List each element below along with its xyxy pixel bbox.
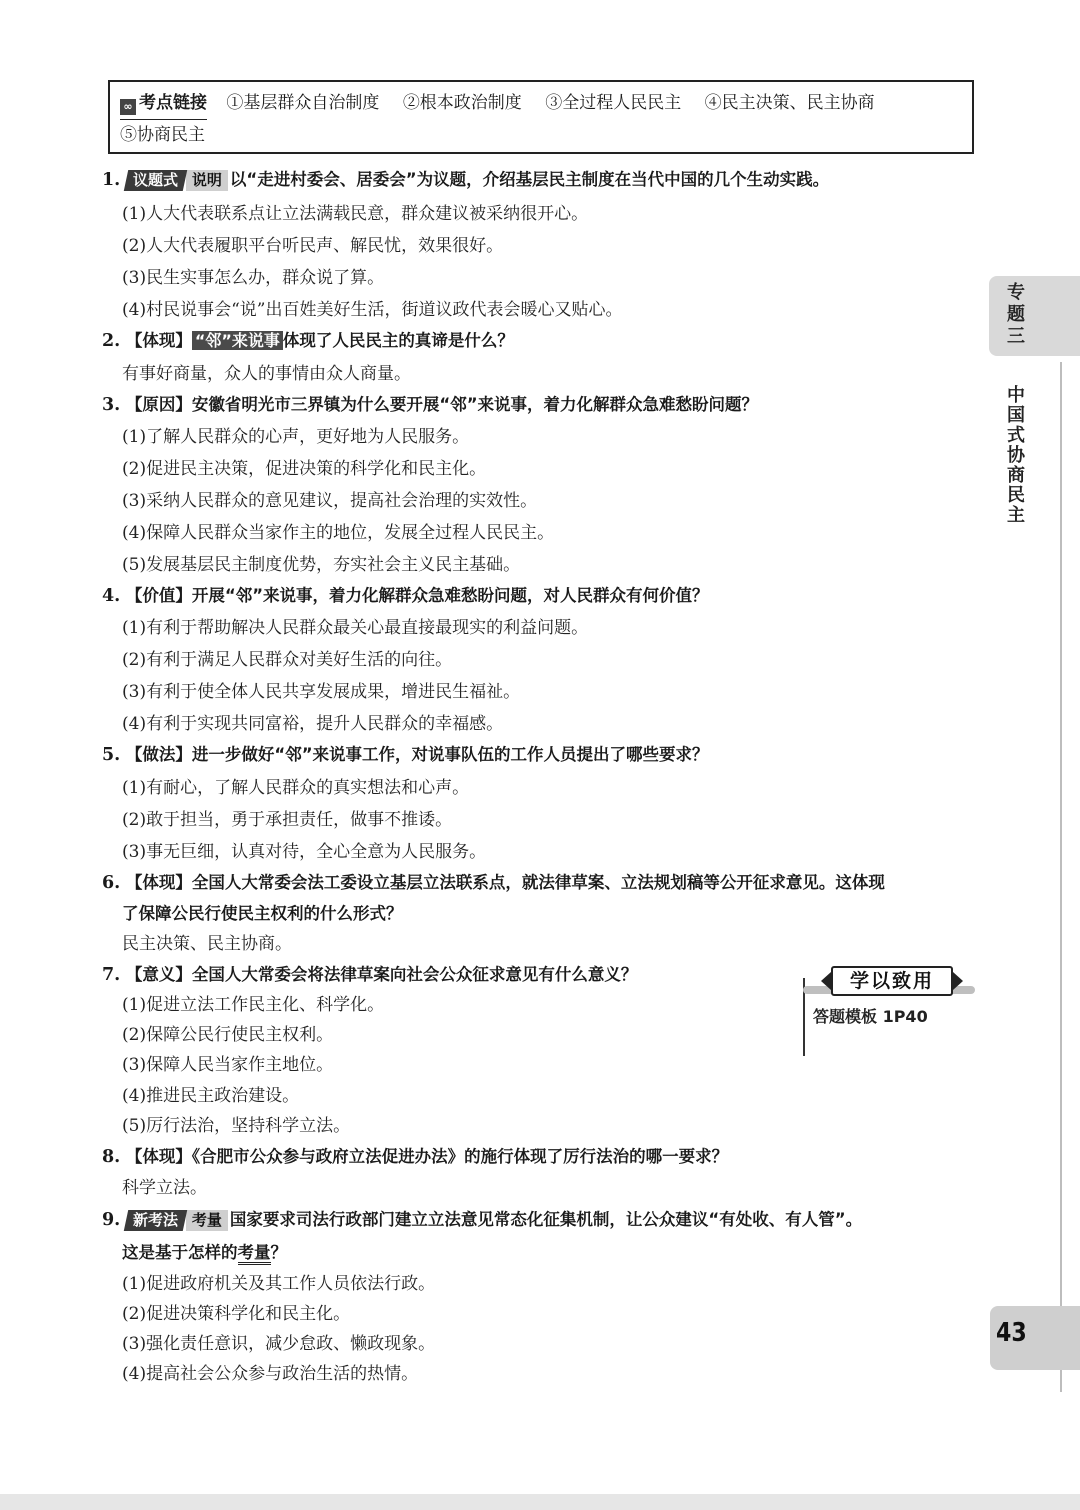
page-number: 43 xyxy=(996,1318,1027,1348)
question-text: 《合肥市公众参与政府立法促进办法》的施行体现了厉行法治的哪一要求？ xyxy=(191,1147,729,1166)
answer-line: 民主决策、民主协商。 xyxy=(122,934,292,954)
answer-line: (5)厉行法治，坚持科学立法。 xyxy=(122,1116,351,1136)
answer-line: (2)保障公民行使民主权利。 xyxy=(122,1025,334,1045)
question-type: 【体现】 xyxy=(125,331,192,350)
question-6: 6. 【体现】全国人大常委会法工委设立基层立法联系点，就法律草案、立法规划稿等公开征求意见。这体现 xyxy=(102,873,885,893)
answer-line: (3)采纳人民群众的意见建议，提高社会治理的实效性。 xyxy=(122,491,538,511)
side-rule xyxy=(1060,362,1062,1392)
topic-label: 专题三 xyxy=(1007,282,1025,347)
study-apply-box xyxy=(803,964,975,1056)
answer-line: (2)促进决策科学化和民主化。 xyxy=(122,1304,351,1324)
highlight-term: “邻”来说事 xyxy=(192,331,283,350)
key-points-tag: ∞ 考点链接 xyxy=(120,88,207,120)
question-text: 国家要求司法行政部门建立立法意见常态化征集机制，让公众建议“有处收、有人管”。 xyxy=(229,1210,863,1229)
question-tag-secondary: 考量 xyxy=(186,1210,228,1231)
key-point-item: ③全过程人民民主 xyxy=(545,93,682,113)
answer-line: (3)有利于使全体人民共享发展成果，增进民生福祉。 xyxy=(122,682,521,702)
underlined-term: 考量 xyxy=(238,1243,271,1265)
question-tag-secondary: 说明 xyxy=(186,170,228,191)
question-type: 【意义】 xyxy=(125,965,192,984)
answer-line: (4)保障人民群众当家作主的地位，发展全过程人民民主。 xyxy=(122,523,555,543)
question-tag: 议题式 xyxy=(124,170,187,191)
answer-line: (4)提高社会公众参与政治生活的热情。 xyxy=(122,1364,419,1384)
answer-line: (2)敢于担当，勇于承担责任，做事不推诿。 xyxy=(122,810,453,830)
answer-line: (3)事无巨细，认真对待，全心全意为人民服务。 xyxy=(122,842,487,862)
question-9: 9. 新考法 考量 国家要求司法行政部门建立立法意见常态化征集机制，让公众建议“有处收、有人管”。 xyxy=(102,1210,863,1230)
answer-line: 科学立法。 xyxy=(122,1178,207,1198)
question-6-continued: 了保障公民行使民主权利的什么形式？ xyxy=(122,904,403,923)
answer-line: (2)有利于满足人民群众对美好生活的向往。 xyxy=(122,650,453,670)
page-bottom-edge xyxy=(0,1494,1080,1510)
question-text: 全国人大常委会将法律草案向社会公众征求意见有什么意义？ xyxy=(191,965,638,984)
question-1: 1. 议题式 说明 以“走进村委会、居委会”为议题，介绍基层民主制度在当代中国的几个生动实践。 xyxy=(102,170,830,190)
answer-line: (2)人大代表履职平台听民声、解民忧，效果很好。 xyxy=(122,236,504,256)
answer-line: (1)人大代表联系点让立法满载民意，群众建议被采纳很开心。 xyxy=(122,204,589,224)
key-points-box xyxy=(108,80,974,154)
study-reference: 答题模板 1P40 xyxy=(813,1007,928,1026)
answer-line: (3)保障人民当家作主地位。 xyxy=(122,1055,334,1075)
key-point-item: ④民主决策、民主协商 xyxy=(704,93,875,113)
question-text: 体现了人民民主的真谛是什么？ xyxy=(282,331,514,350)
question-9-continued: 这是基于怎样的考量？ xyxy=(122,1241,287,1265)
topic-title: 中国式协商民主 xyxy=(1007,385,1025,526)
study-badge: 学以致用 xyxy=(831,966,953,996)
answer-line: (5)发展基层民主制度优势，夯实社会主义民主基础。 xyxy=(122,555,521,575)
key-point-item: ①基层群众自治制度 xyxy=(226,93,380,113)
question-text: 进一步做好“邻”来说事工作，对说事队伍的工作人员提出了哪些要求？ xyxy=(191,745,709,764)
question-text: 以“走进村委会、居委会”为议题，介绍基层民主制度在当代中国的几个生动实践。 xyxy=(229,170,830,189)
topic-tab xyxy=(989,276,1080,356)
answer-line: (1)促进立法工作民主化、科学化。 xyxy=(122,995,385,1015)
question-text: 开展“邻”来说事，着力化解群众急难愁盼问题，对人民群众有何价值？ xyxy=(191,586,709,605)
question-text: 安徽省明光市三界镇为什么要开展“邻”来说事，着力化解群众急难愁盼问题？ xyxy=(191,395,759,414)
key-point-item: ②根本政治制度 xyxy=(402,93,522,113)
answer-line: (1)促进政府机关及其工作人员依法行政。 xyxy=(122,1274,436,1294)
question-text: 全国人大常委会法工委设立基层立法联系点，就法律草案、立法规划稿等公开征求意见。这体现 xyxy=(191,873,885,892)
question-type: 【做法】 xyxy=(125,745,192,764)
answer-line: (4)村民说事会“说”出百姓美好生活，街道议政代表会暖心又贴心。 xyxy=(122,300,623,320)
question-7: 7. 【意义】全国人大常委会将法律草案向社会公众征求意见有什么意义？ xyxy=(102,965,638,985)
key-point-item: ⑤协商民主 xyxy=(120,125,205,145)
answer-line: (4)推进民主政治建设。 xyxy=(122,1086,300,1106)
question-type: 【体现】 xyxy=(125,1147,192,1166)
answer-line: (1)了解人民群众的心声，更好地为人民服务。 xyxy=(122,427,470,447)
question-2: 2. 【体现】 “邻”来说事 体现了人民民主的真谛是什么？ xyxy=(102,331,514,351)
question-type: 【体现】 xyxy=(125,873,192,892)
question-type: 【价值】 xyxy=(125,586,192,605)
question-5: 5. 【做法】进一步做好“邻”来说事工作，对说事队伍的工作人员提出了哪些要求？ xyxy=(102,745,709,765)
question-type: 【原因】 xyxy=(125,395,192,414)
answer-line: (1)有耐心，了解人民群众的真实想法和心声。 xyxy=(122,778,470,798)
answer-line: (3)强化责任意识，减少怠政、懒政现象。 xyxy=(122,1334,436,1354)
answer-line: (1)有利于帮助解决人民群众最关心最直接最现实的利益问题。 xyxy=(122,618,589,638)
question-8: 8. 【体现】《合肥市公众参与政府立法促进办法》的施行体现了厉行法治的哪一要求？ xyxy=(102,1147,729,1167)
link-icon: ∞ xyxy=(120,99,136,115)
question-3: 3. 【原因】安徽省明光市三界镇为什么要开展“邻”来说事，着力化解群众急难愁盼问题？ xyxy=(102,395,759,415)
answer-line: (3)民生实事怎么办，群众说了算。 xyxy=(122,268,385,288)
question-tag: 新考法 xyxy=(124,1210,187,1231)
answer-line: 有事好商量，众人的事情由众人商量。 xyxy=(122,364,411,384)
answer-line: (4)有利于实现共同富裕，提升人民群众的幸福感。 xyxy=(122,714,504,734)
answer-line: (2)促进民主决策，促进决策的科学化和民主化。 xyxy=(122,459,487,479)
question-4: 4. 【价值】开展“邻”来说事，着力化解群众急难愁盼问题，对人民群众有何价值？ xyxy=(102,586,709,606)
